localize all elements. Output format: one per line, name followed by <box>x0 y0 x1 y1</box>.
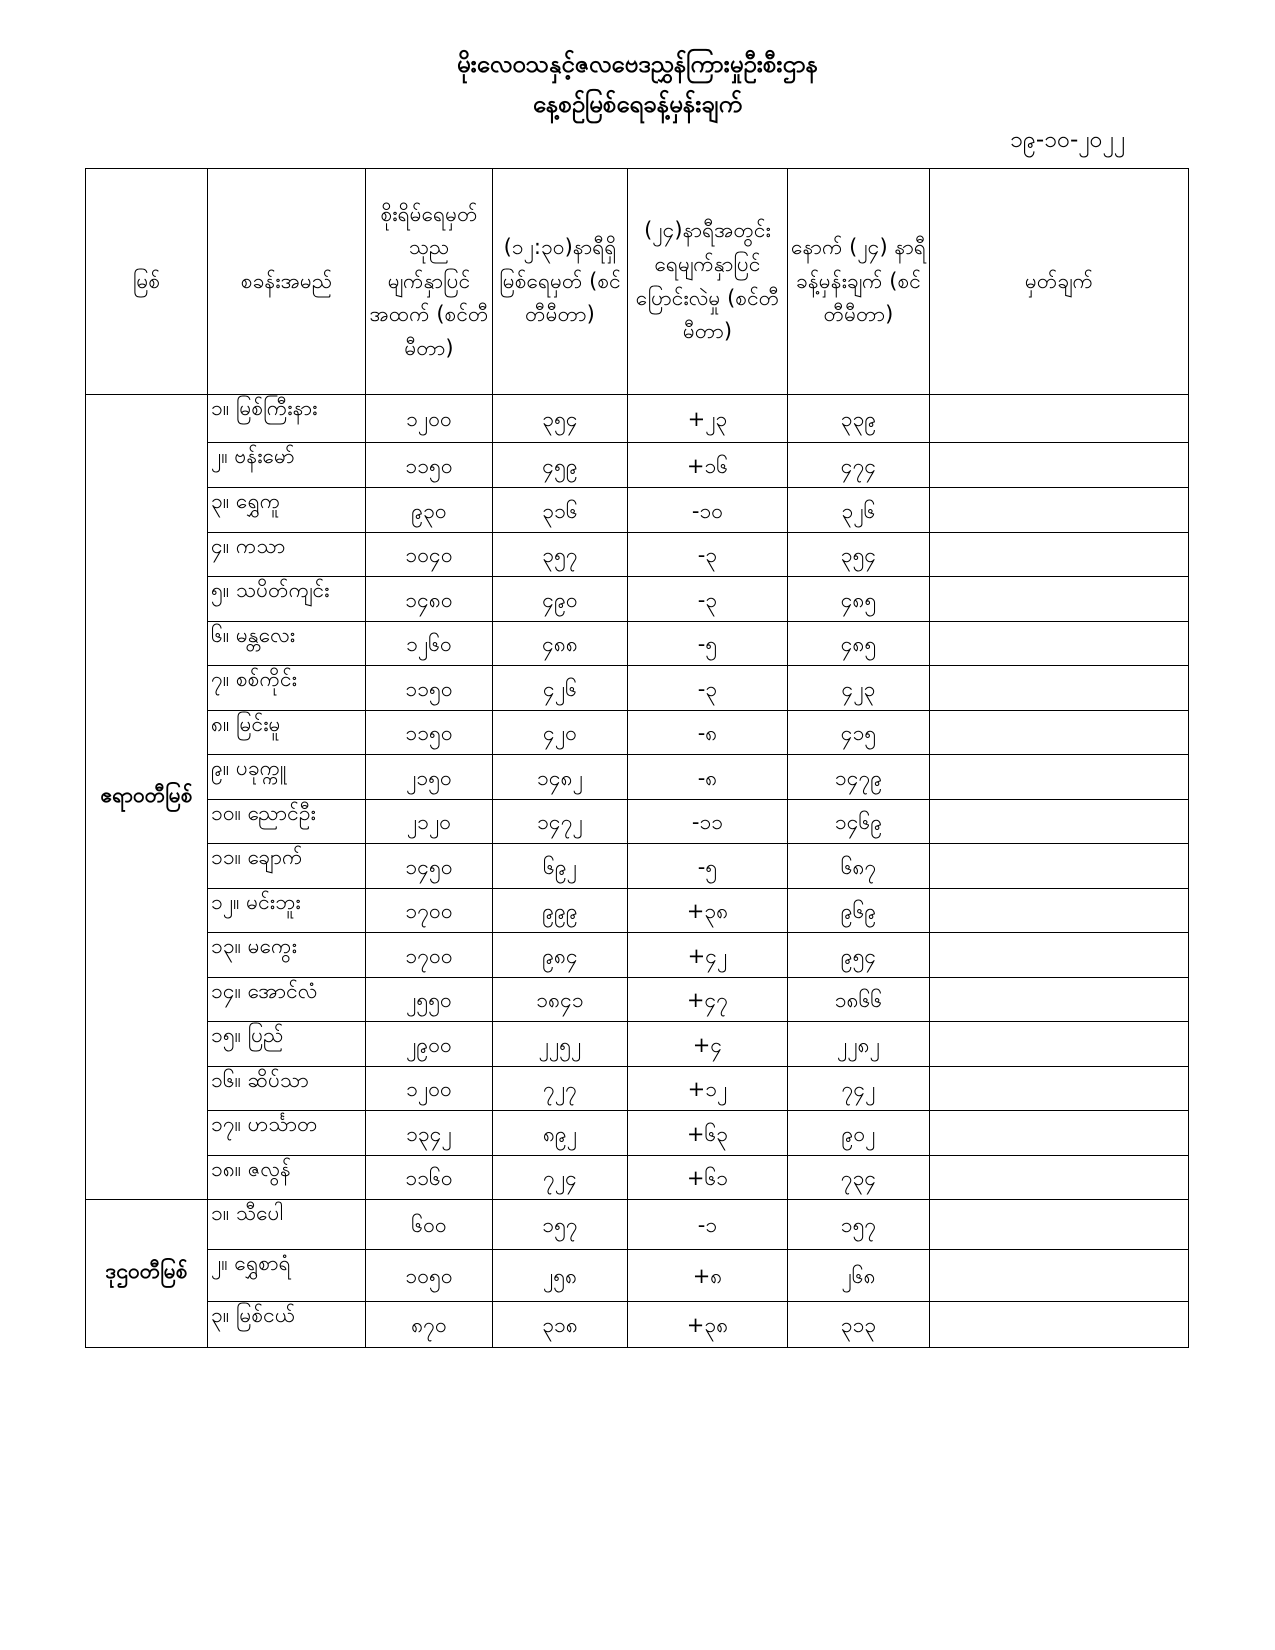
station-name: ၁၈။ ဇလွန် <box>208 1156 366 1200</box>
current-level: ၈၉၂ <box>493 1111 628 1156</box>
table-row <box>86 622 1189 666</box>
danger-level: ၁၃၄၂ <box>366 1111 493 1156</box>
table-row <box>86 711 1189 755</box>
level-change: -၃ <box>628 666 788 711</box>
level-change: +၆၃ <box>628 1111 788 1156</box>
forecast-level: ၆၈၇ <box>788 844 930 889</box>
danger-level: ၁၁၆၀ <box>366 1156 493 1200</box>
station-name: ၁၁။ ချောက် <box>208 844 366 889</box>
current-level: ၃၁၆ <box>493 488 628 533</box>
forecast-level: ၄၇၄ <box>788 443 930 488</box>
remarks <box>930 1156 1189 1200</box>
danger-level: ၁၁၅၀ <box>366 443 493 488</box>
level-change: +၆၁ <box>628 1156 788 1200</box>
table-row <box>86 1022 1189 1067</box>
forecast-level: ၇၄၂ <box>788 1067 930 1111</box>
col-header-forecast: နောက် (၂၄) နာရီ ခန့်မှန်းချက် (စင်တီမီတာ) <box>788 169 930 395</box>
col-header-station: စခန်းအမည် <box>208 169 366 395</box>
level-change: +၄ <box>628 1022 788 1067</box>
table-row <box>86 1156 1189 1200</box>
danger-level: ၁၂၀၀ <box>366 1067 493 1111</box>
level-change: -၅ <box>628 622 788 666</box>
table-body <box>86 395 1189 1348</box>
remarks <box>930 533 1189 577</box>
danger-level: ၉၃၀ <box>366 488 493 533</box>
danger-level: ၁၁၅၀ <box>366 711 493 755</box>
station-name: ၃။ ရွှေကူ <box>208 488 366 533</box>
page-title: မိုးလေဝသနှင့်ဇလဗေဒညွှန်ကြားမှုဦးစီးဌာန <box>456 50 819 78</box>
current-level: ၃၅၄ <box>493 395 628 443</box>
forecast-level: ၄၂၃ <box>788 666 930 711</box>
danger-level: ၁၇၀၀ <box>366 933 493 978</box>
station-name: ၁၀။ ညောင်ဦး <box>208 800 366 844</box>
current-level: ၃၁၈ <box>493 1302 628 1348</box>
remarks <box>930 443 1189 488</box>
forecast-level: ၁၈၆၆ <box>788 978 930 1022</box>
report-date: ၁၉-၁၀-၂၀၂၂ <box>1010 127 1126 153</box>
current-level: ၄၂၀ <box>493 711 628 755</box>
level-change: -၁ <box>628 1200 788 1250</box>
table-row <box>86 755 1189 800</box>
current-level: ၃၅၇ <box>493 533 628 577</box>
danger-level: ၁၄၅၀ <box>366 844 493 889</box>
station-name: ၁၂။ မင်းဘူး <box>208 889 366 933</box>
remarks <box>930 1200 1189 1250</box>
level-change: -၃ <box>628 577 788 622</box>
remarks <box>930 1111 1189 1156</box>
table-row <box>86 1111 1189 1156</box>
col-header-current-level: (၁၂:၃၀)နာရီရှိ မြစ်ရေမှတ် (စင်တီမီတာ) <box>493 169 628 395</box>
level-change: +၂၃ <box>628 395 788 443</box>
current-level: ၁၄၈၂ <box>493 755 628 800</box>
level-change: -၁၁ <box>628 800 788 844</box>
current-level: ၇၂၄ <box>493 1156 628 1200</box>
remarks <box>930 800 1189 844</box>
danger-level: ၁၇၀၀ <box>366 889 493 933</box>
remarks <box>930 933 1189 978</box>
col-header-danger-level: စိုးရိမ်ရေမှတ် သုည မျက်နှာပြင် အထက် (စင်တီမီတာ) <box>366 169 493 395</box>
table-row <box>86 889 1189 933</box>
level-change: +၁၂ <box>628 1067 788 1111</box>
remarks <box>930 488 1189 533</box>
current-level: ၂၅၈ <box>493 1250 628 1302</box>
danger-level: ၁၀၅၀ <box>366 1250 493 1302</box>
level-change: -၅ <box>628 844 788 889</box>
station-name: ၈။ မြင်းမူ <box>208 711 366 755</box>
remarks <box>930 711 1189 755</box>
level-change: +၄၂ <box>628 933 788 978</box>
danger-level: ၁၂၀၀ <box>366 395 493 443</box>
remarks <box>930 1022 1189 1067</box>
forecast-level: ၄၈၅ <box>788 622 930 666</box>
current-level: ၄၂၆ <box>493 666 628 711</box>
current-level: ၆၉၂ <box>493 844 628 889</box>
table-row <box>86 800 1189 844</box>
forecast-level: ၂၂၈၂ <box>788 1022 930 1067</box>
current-level: ၉၉၉ <box>493 889 628 933</box>
col-header-change: (၂၄)နာရီအတွင်း ရေမျက်နှာပြင် ပြောင်းလဲမှု (စင်တီမီတာ) <box>628 169 788 395</box>
danger-level: ၂၁၂၀ <box>366 800 493 844</box>
current-level: ၄၉၀ <box>493 577 628 622</box>
station-name: ၅။ သပိတ်ကျင်း <box>208 577 366 622</box>
forecast-level: ၇၃၄ <box>788 1156 930 1200</box>
table-row <box>86 666 1189 711</box>
current-level: ၄၅၉ <box>493 443 628 488</box>
river-name: ဒုဌဝတီမြစ် <box>86 1200 208 1348</box>
level-change: +၃၈ <box>628 889 788 933</box>
level-change: -၈ <box>628 711 788 755</box>
level-change: +၈ <box>628 1250 788 1302</box>
level-change: +၄၇ <box>628 978 788 1022</box>
remarks <box>930 666 1189 711</box>
table-row <box>86 1250 1189 1302</box>
current-level: ၄၈၈ <box>493 622 628 666</box>
remarks <box>930 1067 1189 1111</box>
remarks <box>930 1302 1189 1348</box>
header-row <box>86 169 1189 395</box>
col-header-river: မြစ် <box>86 169 208 395</box>
table-row <box>86 933 1189 978</box>
forecast-level: ၃၅၄ <box>788 533 930 577</box>
station-name: ၆။ မန္တလေး <box>208 622 366 666</box>
remarks <box>930 755 1189 800</box>
remarks <box>930 577 1189 622</box>
station-name: ၉။ ပခုက္ကူ <box>208 755 366 800</box>
current-level: ၇၂၇ <box>493 1067 628 1111</box>
forecast-level: ၃၁၃ <box>788 1302 930 1348</box>
table-header <box>86 169 1189 395</box>
col-header-remarks: မှတ်ချက် <box>930 169 1189 395</box>
station-name: ၁၅။ ပြည် <box>208 1022 366 1067</box>
danger-level: ၂၉၀၀ <box>366 1022 493 1067</box>
forecast-level: ၁၄၆၉ <box>788 800 930 844</box>
forecast-level: ၁၅၇ <box>788 1200 930 1250</box>
station-name: ၁။ သီပေါ <box>208 1200 366 1250</box>
page-subtitle: နေ့စဉ်မြစ်ရေခန့်မှန်းချက် <box>532 90 743 118</box>
forecast-table <box>85 168 1189 1348</box>
table-row <box>86 1067 1189 1111</box>
station-name: ၂။ ဗန်းမော် <box>208 443 366 488</box>
current-level: ၂၂၅၂ <box>493 1022 628 1067</box>
remarks <box>930 889 1189 933</box>
table-row <box>86 978 1189 1022</box>
level-change: -၁၀ <box>628 488 788 533</box>
current-level: ၁၅၇ <box>493 1200 628 1250</box>
station-name: ၄။ ကသာ <box>208 533 366 577</box>
danger-level: ၁၄၈၀ <box>366 577 493 622</box>
forecast-level: ၄၈၅ <box>788 577 930 622</box>
station-name: ၇။ စစ်ကိုင်း <box>208 666 366 711</box>
table-row <box>86 488 1189 533</box>
forecast-level: ၂၆၈ <box>788 1250 930 1302</box>
station-name: ၃။ မြစ်ငယ် <box>208 1302 366 1348</box>
table-row <box>86 443 1189 488</box>
table-row <box>86 1302 1189 1348</box>
danger-level: ၂၅၅၀ <box>366 978 493 1022</box>
forecast-level: ၃၃၉ <box>788 395 930 443</box>
station-name: ၁၄။ အောင်လံ <box>208 978 366 1022</box>
table-row <box>86 533 1189 577</box>
remarks <box>930 844 1189 889</box>
danger-level: ၁၂၆၀ <box>366 622 493 666</box>
forecast-level: ၃၂၆ <box>788 488 930 533</box>
remarks <box>930 622 1189 666</box>
remarks <box>930 395 1189 443</box>
level-change: +၁၆ <box>628 443 788 488</box>
station-name: ၁၃။ မကွေး <box>208 933 366 978</box>
table-row <box>86 844 1189 889</box>
forecast-level: ၁၄၇၉ <box>788 755 930 800</box>
danger-level: ၆၀၀ <box>366 1200 493 1250</box>
level-change: -၈ <box>628 755 788 800</box>
current-level: ၉၈၄ <box>493 933 628 978</box>
danger-level: ၂၁၅၀ <box>366 755 493 800</box>
station-name: ၁၆။ ဆိပ်သာ <box>208 1067 366 1111</box>
level-change: +၃၈ <box>628 1302 788 1348</box>
forecast-level: ၉၆၉ <box>788 889 930 933</box>
danger-level: ၁၀၄၀ <box>366 533 493 577</box>
remarks <box>930 978 1189 1022</box>
remarks <box>930 1250 1189 1302</box>
river-name: ဧရာဝတီမြစ် <box>86 395 208 1200</box>
table-row <box>86 1200 1189 1250</box>
danger-level: ၁၁၅၀ <box>366 666 493 711</box>
station-name: ၁၇။ ဟင်္သာတ <box>208 1111 366 1156</box>
level-change: -၃ <box>628 533 788 577</box>
current-level: ၁၈၄၁ <box>493 978 628 1022</box>
station-name: ၁။ မြစ်ကြီးနား <box>208 395 366 443</box>
table-row <box>86 577 1189 622</box>
forecast-level: ၉၀၂ <box>788 1111 930 1156</box>
current-level: ၁၄၇၂ <box>493 800 628 844</box>
forecast-level: ၄၁၅ <box>788 711 930 755</box>
forecast-level: ၉၅၄ <box>788 933 930 978</box>
table-row <box>86 395 1189 443</box>
danger-level: ၈၇၀ <box>366 1302 493 1348</box>
station-name: ၂။ ရွှေစာရံ <box>208 1250 366 1302</box>
